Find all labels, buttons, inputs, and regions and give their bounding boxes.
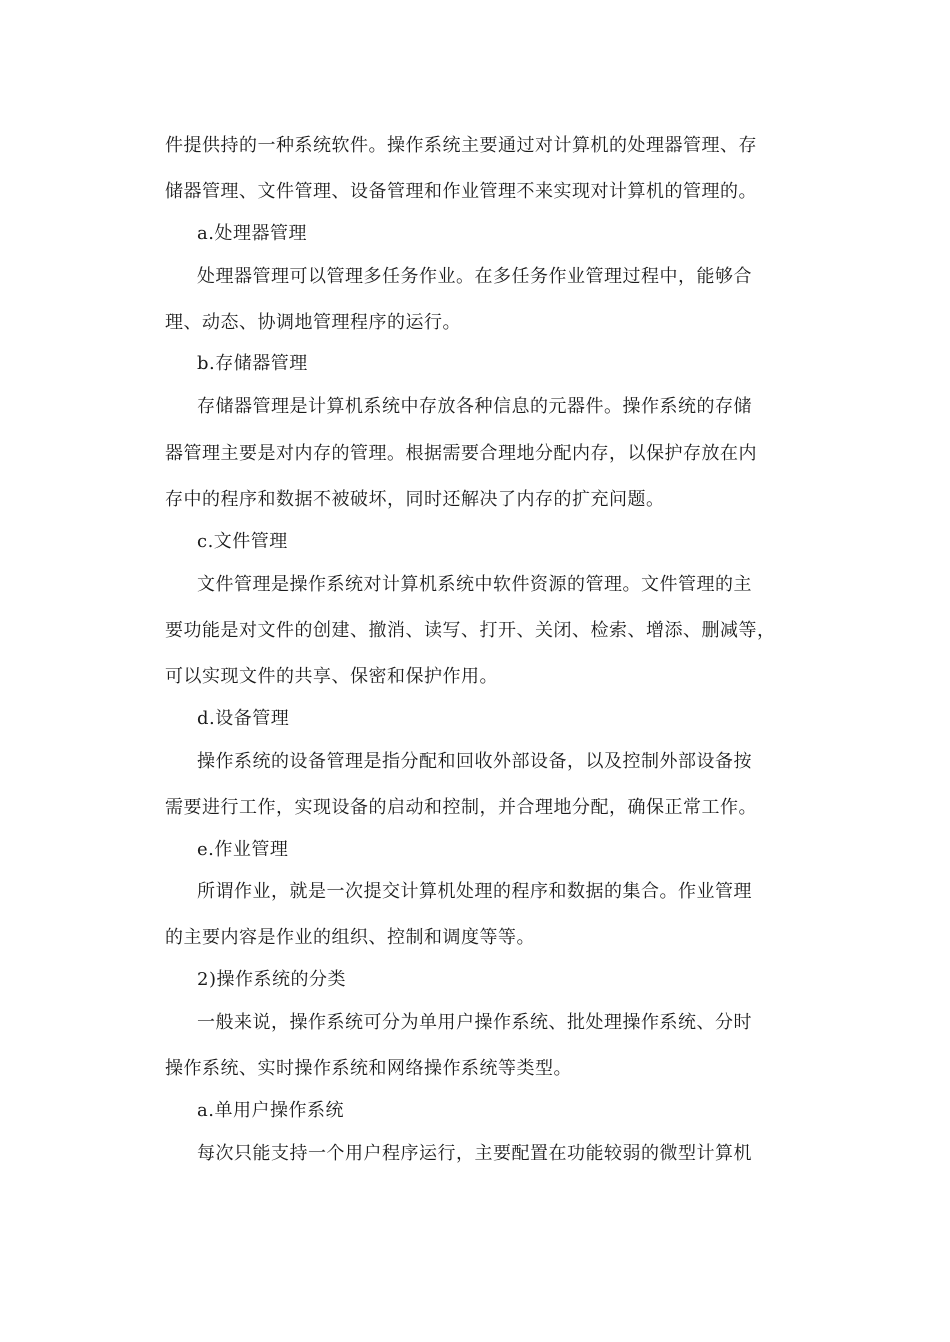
section-heading-single-user: a.单用户操作系统 bbox=[197, 1100, 344, 1121]
text-line: 一般来说，操作系统可分为单用户操作系统、批处理操作系统、分时 bbox=[197, 1012, 752, 1033]
section-heading-processor: a.处理器管理 bbox=[197, 223, 307, 244]
text-line: 文件管理是操作系统对计算机系统中软件资源的管理。文件管理的主 bbox=[197, 574, 752, 595]
text-line: 要功能是对文件的创建、撤消、读写、打开、关闭、检索、增添、删减等， bbox=[165, 620, 776, 641]
text-line: 所谓作业，就是一次提交计算机处理的程序和数据的集合。作业管理 bbox=[197, 881, 752, 902]
text-line: 操作系统、实时操作系统和网络操作系统等类型。 bbox=[165, 1058, 572, 1079]
text-line: 存中的程序和数据不被破坏，同时还解决了内存的扩充问题。 bbox=[165, 489, 665, 510]
section-heading-device: d.设备管理 bbox=[197, 708, 290, 729]
text-line: 理、动态、协调地管理程序的运行。 bbox=[165, 312, 461, 333]
section-heading-storage: b.存储器管理 bbox=[197, 353, 308, 374]
section-heading-job: e.作业管理 bbox=[197, 839, 289, 860]
text-line: 需要进行工作，实现设备的启动和控制，并合理地分配，确保正常工作。 bbox=[165, 797, 757, 818]
text-line: 件提供持的一种系统软件。操作系统主要通过对计算机的处理器管理、存 bbox=[165, 135, 757, 156]
text-line: 器管理主要是对内存的管理。根据需要合理地分配内存，以保护存放在内 bbox=[165, 443, 757, 464]
text-line: 可以实现文件的共享、保密和保护作用。 bbox=[165, 666, 498, 687]
text-line: 操作系统的设备管理是指分配和回收外部设备，以及控制外部设备按 bbox=[197, 751, 752, 772]
text-line: 每次只能支持一个用户程序运行，主要配置在功能较弱的微型计算机 bbox=[197, 1143, 752, 1164]
section-heading-classification: 2)操作系统的分类 bbox=[197, 969, 346, 990]
text-line: 处理器管理可以管理多任务作业。在多任务作业管理过程中，能够合 bbox=[197, 266, 752, 287]
text-line: 的主要内容是作业的组织、控制和调度等等。 bbox=[165, 927, 535, 948]
section-heading-file: c.文件管理 bbox=[197, 531, 288, 552]
text-line: 储器管理、文件管理、设备管理和作业管理不来实现对计算机的管理的。 bbox=[165, 181, 757, 202]
text-line: 存储器管理是计算机系统中存放各种信息的元器件。操作系统的存储 bbox=[197, 396, 752, 417]
